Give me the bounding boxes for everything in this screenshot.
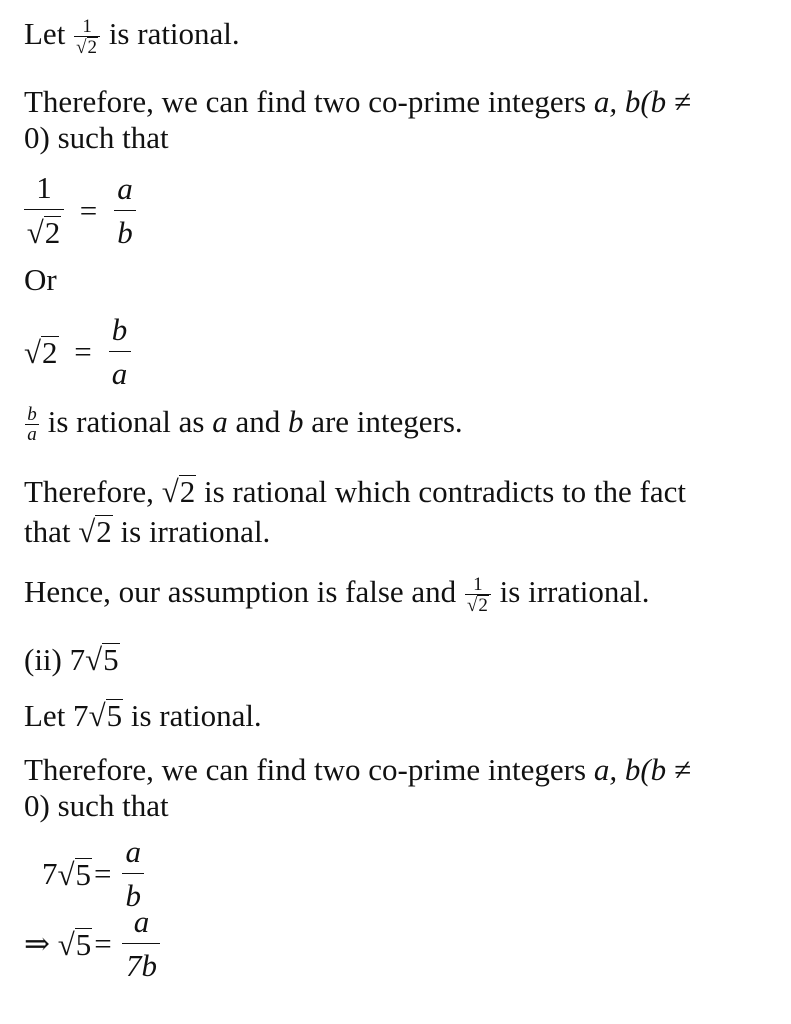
fraction-one-over-root-two (464, 575, 492, 615)
line-let-rational (24, 16, 240, 57)
root-two: √2 (24, 334, 58, 370)
equation-3 (42, 836, 145, 911)
text: is irrational. (120, 514, 271, 549)
numerator: a (117, 170, 133, 206)
root-five: √5 (88, 698, 123, 733)
fraction-left (24, 172, 64, 248)
numerator: b (27, 404, 37, 426)
text: Therefore, (24, 474, 154, 509)
text: 0) such that (24, 120, 169, 155)
line-hence (24, 574, 649, 615)
equals: = (74, 334, 92, 369)
line-let-7root5 (24, 698, 262, 734)
denominator: a (27, 424, 37, 446)
line-part-ii (24, 642, 120, 678)
text: and (235, 404, 281, 439)
numerator: a (133, 904, 150, 939)
line-contradiction-1 (24, 474, 686, 510)
line-therefore-coprime-2 (24, 752, 691, 788)
numerator: a (125, 834, 141, 869)
denominator: b (117, 214, 133, 250)
variables: a, b(b ≠ (593, 84, 691, 119)
equals: = (79, 192, 98, 228)
equation-4 (24, 906, 161, 981)
variable-a: a (212, 404, 228, 439)
denominator: 7b (125, 948, 157, 983)
variables: a, b(b ≠ (593, 752, 691, 787)
text: Therefore, we can find two co-prime integers (24, 752, 587, 787)
numerator: b (111, 312, 128, 347)
line-contradiction-2 (24, 514, 270, 550)
text: 0) such that (24, 788, 169, 823)
denominator: a (111, 356, 128, 391)
denominator: √2 (76, 36, 98, 58)
text: Let (24, 16, 66, 51)
fraction-right (113, 170, 137, 250)
numerator: 1 (36, 170, 52, 205)
fraction-a-over-7b (121, 906, 161, 981)
root-two: √2 (78, 514, 112, 549)
numerator: 1 (82, 15, 92, 37)
line-b-over-a-rational (24, 404, 463, 444)
root-five: √5 (85, 642, 119, 677)
fraction-a-over-b (121, 836, 145, 911)
text: (ii) 7 (24, 642, 86, 677)
fraction-b-over-a-small (24, 405, 40, 444)
text: are integers. (311, 404, 463, 439)
line-therefore-coprime (24, 84, 691, 120)
fraction-b-over-a (108, 314, 132, 389)
line-or (24, 262, 57, 298)
numerator: 1 (473, 573, 483, 595)
text: Therefore, we can find two co-prime integers (24, 84, 587, 119)
text: that (24, 514, 71, 549)
equation-2 (24, 314, 132, 389)
text: is rational which contradicts to the fact (203, 474, 687, 509)
root-five: √5 (57, 856, 92, 892)
root-two: √2 (161, 474, 196, 509)
text: Let 7 (24, 698, 89, 733)
denominator: √2 (466, 594, 488, 616)
denominator: √2 (26, 215, 61, 250)
text: is irrational. (499, 574, 650, 609)
root-five: √5 (57, 926, 92, 962)
text: is rational. (130, 698, 262, 733)
text: is rational. (108, 16, 240, 51)
denominator: b (125, 878, 141, 913)
fraction-one-over-root-two (73, 17, 101, 57)
equals: = (94, 856, 112, 891)
line-such-that (24, 120, 169, 156)
text: Or (24, 262, 57, 297)
implies-arrow: ⇒ (24, 926, 50, 961)
equation-1 (24, 172, 137, 248)
text: Hence, our assumption is false and (24, 574, 457, 609)
line-such-that-2 (24, 788, 169, 824)
coefficient: 7 (42, 856, 58, 891)
text: is rational as (47, 404, 205, 439)
variable-b: b (287, 404, 304, 439)
equals: = (94, 926, 112, 961)
